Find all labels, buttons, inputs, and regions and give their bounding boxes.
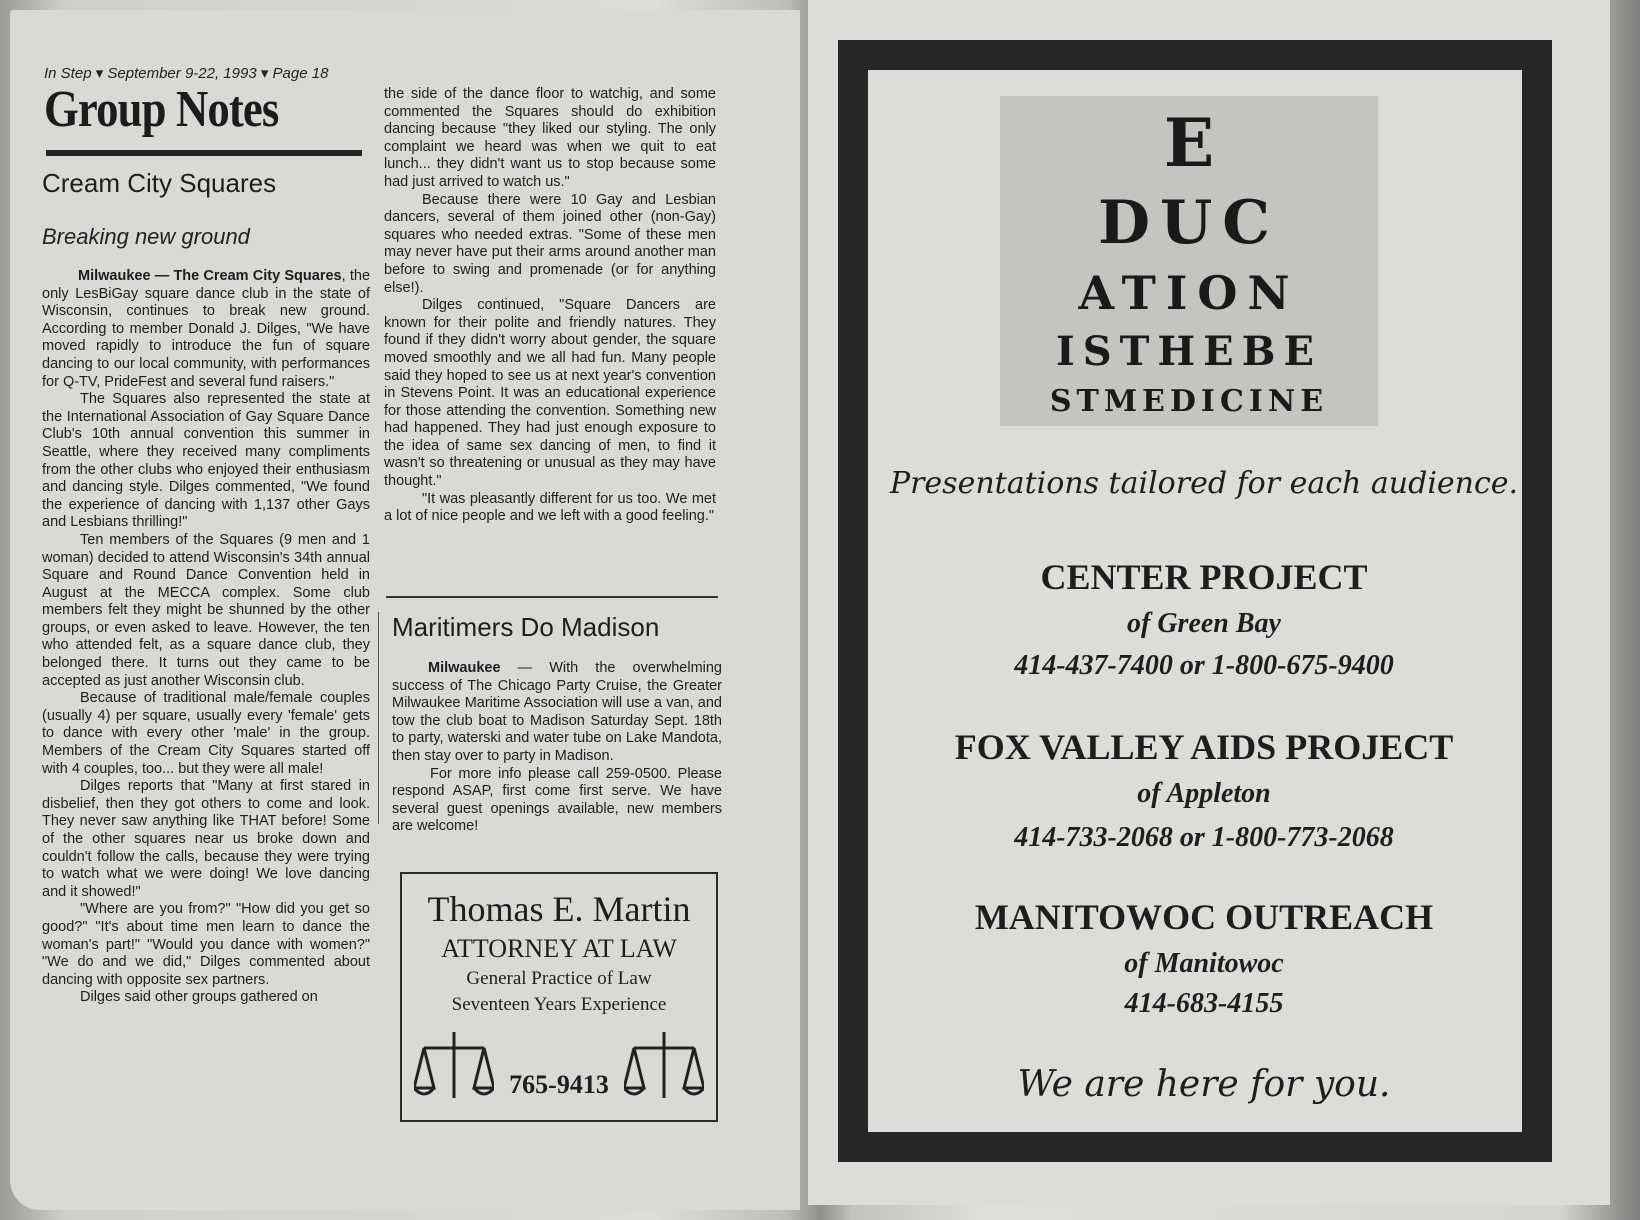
article-column-3: [392, 660, 722, 836]
article-paragraph: Dilges continued, "Square Dancers are known for their polite and friendly natures. They found if they didn't worry about gender, the square moved smoothly and we all had fun. Many people said they hoped to see us at next year's convention in Stevens Point. It was an educational experience for those attending the convention. Something new had happened. They had just enough exposure to the idea of same sex dancing of men, to find it wasn't so threatening or unusual as they may have thought.": [384, 297, 716, 490]
ad-closing: We are here for you.: [1017, 1064, 1391, 1105]
page-title: Group Notes: [44, 81, 279, 138]
article-paragraph: Milwaukee — With the overwhelming success of The Chicago Party Cruise, the Greater Milwaukee Maritime Association will use a van, and tow the club boat to Madison Saturday Sept. 18th to party, waterski and water tube on Lake Mandota, then stay over to party in Madison.: [392, 660, 722, 764]
practice-line: General Practice of Law: [466, 968, 652, 989]
org-phone: 414-683-4155: [1124, 988, 1284, 1019]
org-phone: 414-733-2068 or 1-800-773-2068: [1014, 822, 1394, 853]
eye-chart-line: STMEDICINE: [1049, 384, 1329, 419]
experience-line: Seventeen Years Experience: [451, 994, 667, 1015]
org-name: CENTER PROJECT: [1040, 557, 1368, 597]
eye-chart-line: ISTHEBE: [1056, 328, 1322, 375]
attorney-title: ATTORNEY AT LAW: [441, 934, 677, 963]
eye-chart-line: DUC: [1097, 188, 1281, 258]
article-paragraph: "Where are you from?" "How did you get so good?" "It's about time men learn to dance the woman's part!" "Would you dance with women?" "We do and we did," Dilges commented about dancing with opposite sex partners.: [42, 901, 370, 988]
article-heading: Maritimers Do Madison: [392, 612, 660, 642]
title-rule: [46, 150, 362, 156]
article-paragraph: Ten members of the Squares (9 men and 1 woman) decided to attend Wisconsin's 34th annual Square and Round Dance Convention held in August at the MECCA complex. Some club members felt they might be shunned by the other groups, or even asked to leave. However, the ten who attended felt, as a square dance club, they belonged there. It turns out they came to be accepted as just another Wisconsin club.: [42, 531, 370, 689]
org-city: of Green Bay: [1127, 608, 1281, 639]
scales-of-justice-icon: [624, 1028, 704, 1108]
article-paragraph: "It was pleasantly different for us too. We met a lot of nice people and we left with a good feeling.": [384, 490, 716, 525]
article-paragraph: Dilges said other groups gathered on: [80, 989, 318, 1006]
column-divider: [378, 612, 379, 824]
article-paragraph: Dilges reports that "Many at first stared in disbelief, then they got others to come and look. They never saw anything like THAT before! Some of the other squares near us broke down and couldn't follow the calls, because they were trying to watch what we were doing! We love dancing and it showed!": [42, 778, 370, 900]
org-city: of Manitowoc: [1124, 948, 1284, 979]
law-advertisement: [400, 872, 718, 1122]
article-paragraph: For more info please call 259-0500. Please respond ASAP, first come first serve. We have several guest openings available, new members are welcome!: [392, 765, 722, 835]
attorney-phone: 765-9413: [509, 1070, 609, 1099]
article-paragraph: the side of the dance floor to watchig, and some commented the Squares should do exhibition dancing because "they liked our styling. The only complaint we heard was when we quit to eat lunch... they didn't want us to stop because some had just arrived to watch us.": [384, 86, 716, 190]
article-paragraph: The Squares also represented the state at the International Association of Gay Square Dance Club's 10th annual convention this summer in Seattle, where they received many compliments from the other clubs who enjoyed their enthusiasm and dancing style. Dilges commented, "We found the experience of dancing with 1,137 other Gays and Lesbians thrilling!": [42, 391, 370, 531]
section-rule: [386, 596, 718, 598]
eye-chart-line: ATION: [1078, 266, 1300, 320]
org-name: MANITOWOC OUTREACH: [974, 897, 1434, 937]
article-subheading: Breaking new ground: [42, 224, 250, 249]
org-phone: 414-437-7400 or 1-800-675-9400: [1014, 650, 1394, 681]
lead-bold: Milwaukee: [428, 660, 501, 676]
article-paragraph: Because there were 10 Gay and Lesbian dancers, several of them joined other (non-Gay) squares who needed extras. "Some of these men may never have put their arms around another man before to swing and promenade (or for anything else!).: [384, 191, 716, 296]
org-name: FOX VALLEY AIDS PROJECT: [954, 727, 1454, 767]
article-paragraph: Milwaukee — The Cream City Squares, the only LesBiGay square dance club in the state of Wisconsin, continues to break new ground. According to member Donald J. Dilges, "We have moved rapidly to introduce the fun of square dancing to our local community, with performances for Q-TV, PrideFest and several fund raisers.": [42, 268, 371, 390]
attorney-name: Thomas E. Martin: [427, 889, 691, 929]
eye-chart-line: E: [1163, 104, 1215, 182]
lead-bold: Milwaukee — The Cream City Squares: [78, 268, 342, 284]
article-column-1: [42, 268, 370, 1007]
article-paragraph: Because of traditional male/female couples (usually 4) per square, usually every 'female' gets to dance with every other 'male' in the group. Members of the Cream City Squares started off with 4 couples, too... but they were all male!: [42, 690, 370, 777]
article-heading: Cream City Squares: [42, 168, 277, 198]
org-city: of Appleton: [1137, 778, 1271, 809]
article-column-2: [384, 86, 716, 526]
running-head: In Step ▾ September 9-22, 1993 ▾ Page 18: [44, 65, 329, 82]
ad-tagline: Presentations tailored for each audience.: [889, 466, 1519, 501]
